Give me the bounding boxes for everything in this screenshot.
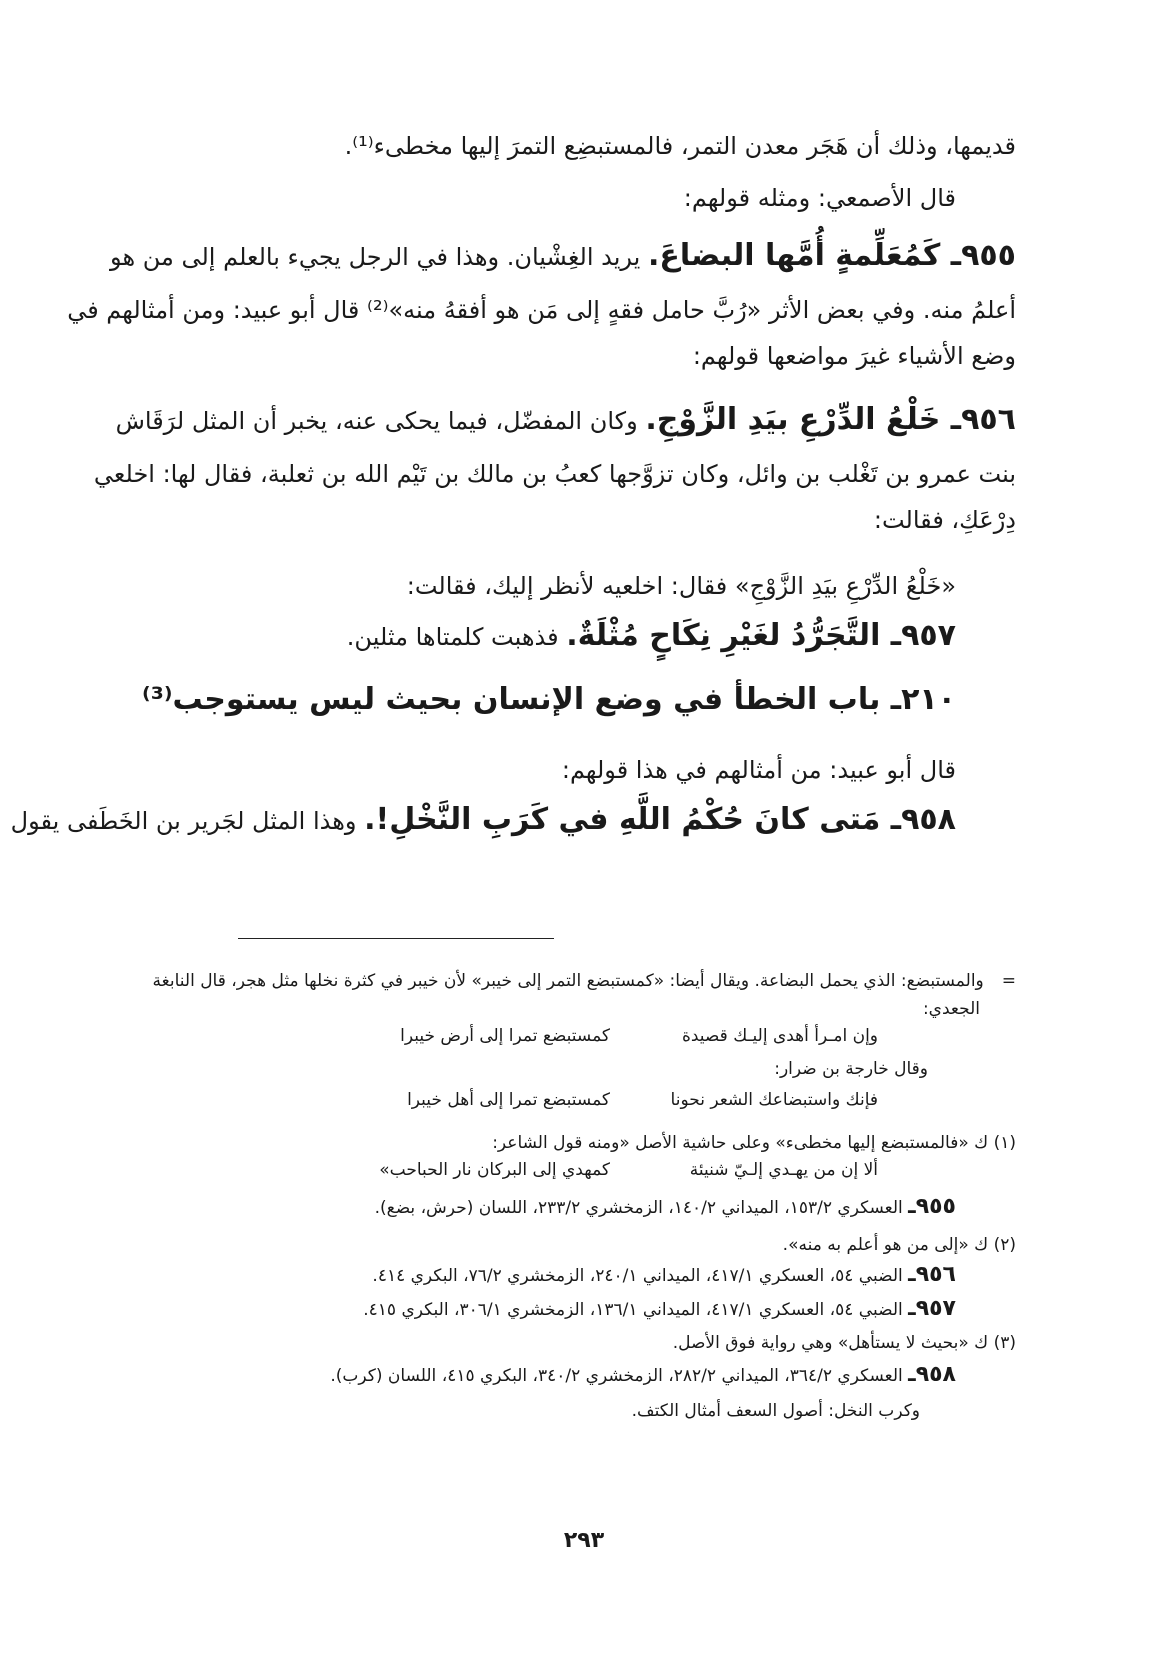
chapter-heading: ٢١٠ـ باب الخطأ في وضع الإنسان بحيث ليس يستوجب⁽³⁾ <box>142 682 956 717</box>
body-line: دِرْعَكِ، فقالت: <box>873 506 1016 534</box>
reference-957: ٩٥٧ـ الضبي ٥٤، العسكري ٤١٧/١، الميداني ١٣٦/١، الزمخشري ٣٠٦/١، البكري ٤١٥. <box>363 1296 956 1321</box>
proverb-955: ٩٥٥ـ كَمُعَلِّمةٍ أُمَّها البضاعَ. يريد الغِشْيان. وهذا في الرجل يجيء بالعلم إلى من هو <box>110 238 1016 273</box>
footnote-3: (٣) ك «بحيث لا يستأهل» وهي رواية فوق الأصل. <box>672 1333 1016 1353</box>
body-line: أعلمُ منه. وفي بعض الأثر «رُبَّ حامل فقهٍ إلى مَن هو أفقهُ منه»⁽²⁾ قال أبو عبيد: ومن أمثالهم في <box>67 296 1016 324</box>
footnote-2: (٢) ك «إلى من هو أعلم به منه». <box>782 1235 1016 1255</box>
verse-second-hemistich: كمستبضع تمرا إلى أرض خيبرا <box>400 1026 610 1046</box>
page-number: ٢٩٣ <box>563 1528 605 1553</box>
footnote-continuation: =والمستبضع: الذي يحمل البضاعة. ويقال أيضا: «كمستبضع التمر إلى خيبر» لأن خيبر في كثرة نخلها مثل هجر، قال النابغة <box>152 971 1016 991</box>
footnote-separator <box>238 938 554 939</box>
body-line: بنت عمرو بن تَغْلب بن وائل، وكان تزوَّجها كعبُ بن مالك بن تَيْم الله بن ثعلبة، فقال لها: اخلعي <box>93 460 1016 488</box>
proverb-957-heading: ٩٥٧ـ التَّجَرُّدُ لغَيْرِ نِكَاحٍ مُثْلَةٌ. <box>566 618 956 653</box>
reference-956: ٩٥٦ـ الضبي ٥٤، العسكري ٤١٧/١، الميداني ٢٤٠/١، الزمخشري ٧٦/٢، البكري ٤١٤. <box>372 1262 956 1287</box>
verse-second-hemistich: كمهدي إلى البركان نار الحباحب» <box>379 1160 610 1180</box>
proverb-956: ٩٥٦ـ خَلْعُ الدِّرْعِ بيَدِ الزَّوْجِ. وكان المفضّل، فيما يحكى عنه، يخبر أن المثل لرَقَاش <box>115 402 1016 437</box>
proverb-956-heading: ٩٥٦ـ خَلْعُ الدِّرْعِ بيَدِ الزَّوْجِ. <box>645 402 1016 437</box>
footnote-line: الجعدي: <box>922 999 980 1019</box>
verse-first-hemistich: وإن امـرأ أهدى إليـك قصيدة <box>681 1026 878 1046</box>
body-line: قديمها، وذلك أن هَجَر معدن التمر، فالمستبضِع التمرَ إليها مخطىء⁽¹⁾. <box>344 132 1016 160</box>
footnote-line: وقال خارجة بن ضرار: <box>774 1059 928 1079</box>
footnote-line: وكرب النخل: أصول السعف أمثال الكتف. <box>631 1401 920 1421</box>
footnote-1: (١) ك «فالمستبضع إليها مخطىء» وعلى حاشية الأصل «ومنه قول الشاعر: <box>492 1133 1016 1153</box>
proverb-958: ٩٥٨ـ مَتى كانَ حُكْمُ اللَّهِ في كَرَبِ النَّخْلِ!. وهذا المثل لجَرير بن الخَطَفى يقول <box>10 802 956 837</box>
reference-955: ٩٥٥ـ العسكري ١٥٣/٢، الميداني ١٤٠/٢، الزمخشري ٢٣٣/٢، اللسان (حرش، بضع). <box>374 1194 956 1219</box>
proverb-955-heading: ٩٥٥ـ كَمُعَلِّمةٍ أُمَّها البضاعَ. <box>647 238 1016 273</box>
body-line: وضع الأشياء غيرَ مواضعها قولهم: <box>692 342 1016 370</box>
body-line: قال أبو عبيد: من أمثالهم في هذا قولهم: <box>561 756 956 784</box>
body-line: قال الأصمعي: ومثله قولهم: <box>683 184 956 212</box>
reference-958: ٩٥٨ـ العسكري ٣٦٤/٢، الميداني ٢٨٢/٢، الزمخشري ٣٤٠/٢، البكري ٤١٥، اللسان (كرب). <box>330 1362 956 1387</box>
verse-first-hemistich: ألا إن من يهـدي إلـيّ شنيئة <box>689 1160 878 1180</box>
quote-line: «خَلْعُ الدِّرْعِ بيَدِ الزَّوْجِ» فقال: اخلعيه لأنظر إليك، فقالت: <box>406 572 956 600</box>
proverb-958-heading: ٩٥٨ـ مَتى كانَ حُكْمُ اللَّهِ في كَرَبِ النَّخْلِ!. <box>364 802 956 837</box>
verse-first-hemistich: فإنك واستبضاعك الشعر نحونا <box>670 1090 878 1110</box>
proverb-957: ٩٥٧ـ التَّجَرُّدُ لغَيْرِ نِكَاحٍ مُثْلَةٌ. فذهبت كلمتاها مثلين. <box>346 618 956 653</box>
verse-second-hemistich: كمستبضع تمرا إلى أهل خيبرا <box>407 1090 610 1110</box>
